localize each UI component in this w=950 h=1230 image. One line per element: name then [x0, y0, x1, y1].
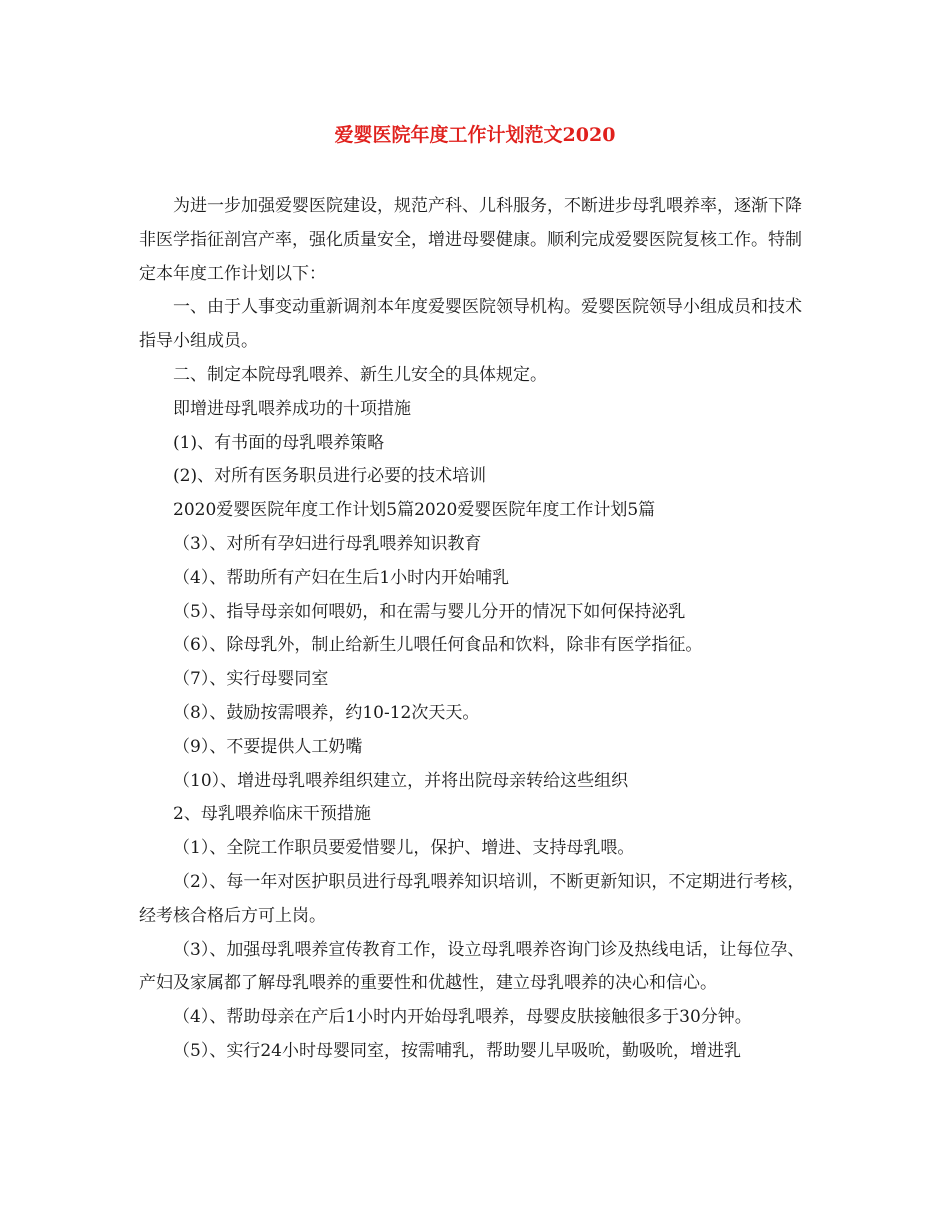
paragraph: 一、由于人事变动重新调剂本年度爱婴医院领导机构。爱婴医院领导小组成员和技术指导小组成员。	[139, 297, 802, 352]
paragraph: （4）、帮助母亲在产后1小时内开始母乳喂养，母婴皮肤接触很多于30分钟。	[173, 1007, 752, 1028]
paragraph: （8）、鼓励按需喂养，约10-12次天天。	[173, 702, 480, 723]
paragraph: （5）、指导母亲如何喂奶，和在需与婴儿分开的情况下如何保持泌乳	[173, 601, 686, 622]
paragraph: （5）、实行24小时母婴同室，按需哺乳，帮助婴儿早吸吮，勤吸吮，增进乳	[173, 1040, 741, 1061]
paragraph: 二、制定本院母乳喂养、新生儿安全的具体规定。	[173, 364, 547, 385]
paragraph: （9）、不要提供人工奶嘴	[173, 736, 363, 757]
paragraph: （3）、对所有孕妇进行母乳喂养知识教育	[173, 533, 482, 554]
paragraph: 即增进母乳喂养成功的十项措施	[173, 398, 411, 419]
paragraph: (2)、对所有医务职员进行必要的技术培训	[173, 466, 487, 487]
paragraph: 为进一步加强爱婴医院建设，规范产科、儿科服务，不断进步母乳喂养率，逐渐下降非医学指征剖宫产率，强化质量安全，增进母婴健康。顺利完成爱婴医院复核工作。特制定本年度工作计划以下：	[139, 196, 802, 284]
paragraph: （6）、除母乳外，制止给新生儿喂任何食品和饮料，除非有医学指征。	[173, 635, 703, 656]
paragraph: （1）、全院工作职员要爱惜婴儿，保护、增进、支持母乳喂。	[173, 838, 635, 859]
paragraph: （7）、实行母婴同室	[173, 669, 329, 690]
paragraph: （3）、加强母乳喂养宣传教育工作，设立母乳喂养咨询门诊及热线电话，让每位孕、产妇及家属都了解母乳喂养的重要性和优越性，建立母乳喂养的决心和信心。	[139, 939, 805, 994]
paragraph: 2、母乳喂养临床干预措施	[173, 804, 371, 825]
paragraph: （2）、每一年对医护职员进行母乳喂养知识培训，不断更新知识，不定期进行考核，经考核合格后方可上岗。	[139, 871, 805, 926]
paragraph: （10）、增进母乳喂养组织建立，并将出院母亲转给这些组织	[173, 770, 629, 791]
paragraph: (1)、有书面的母乳喂养策略	[173, 432, 385, 453]
document-body	[139, 190, 814, 1069]
paragraph: 2020爱婴医院年度工作计划5篇2020爱婴医院年度工作计划5篇	[173, 500, 656, 521]
document-title: 爱婴医院年度工作计划范文2020	[334, 124, 616, 146]
paragraph: （4）、帮助所有产妇在生后1小时内开始哺乳	[173, 567, 510, 588]
